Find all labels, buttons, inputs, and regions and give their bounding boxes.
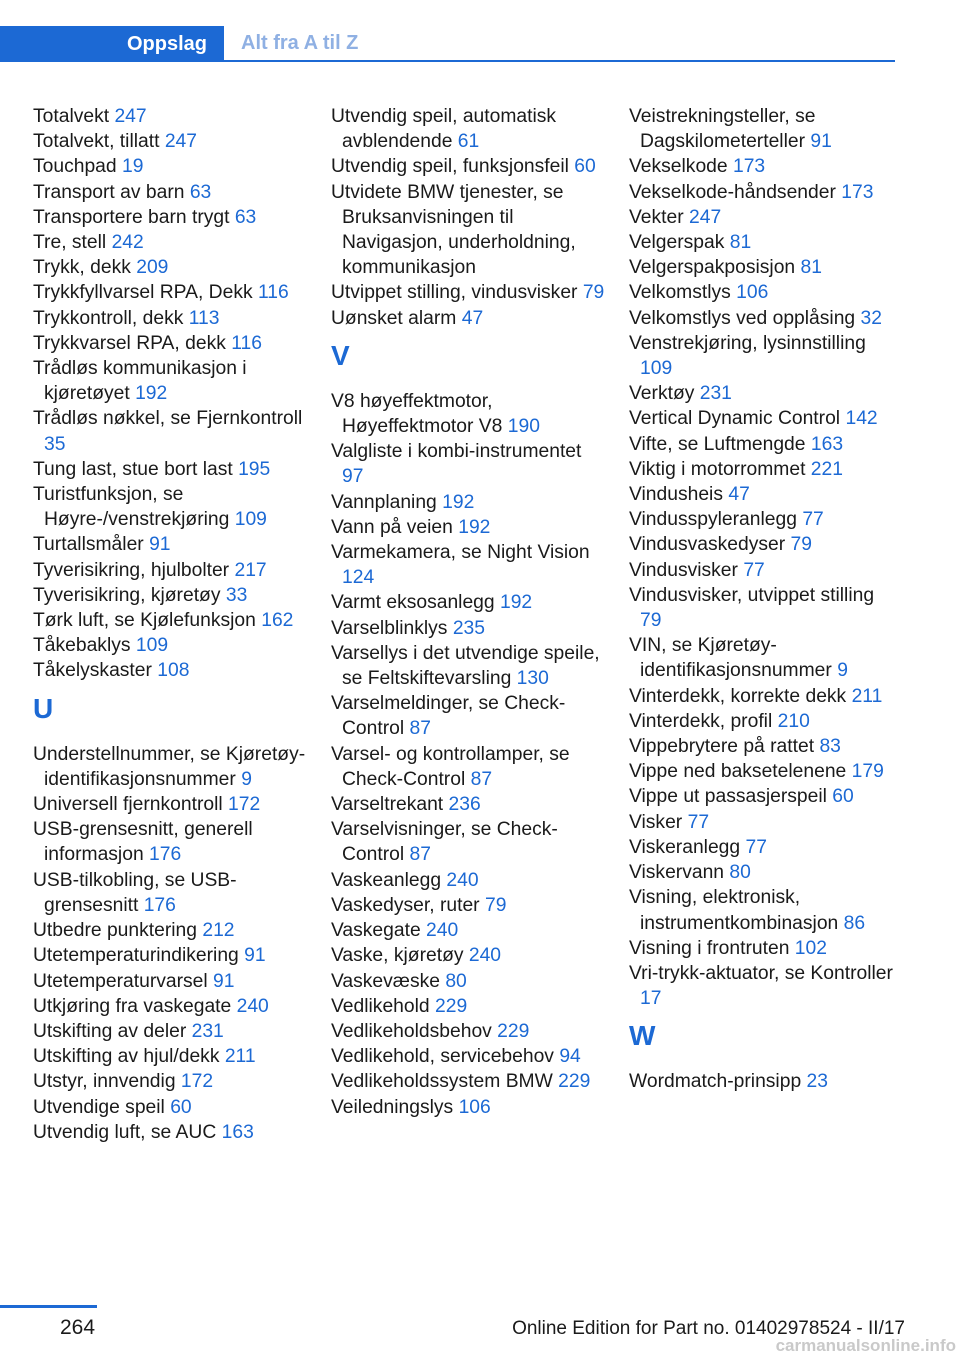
entry-term: Viskervann bbox=[629, 862, 725, 884]
entry-term: Utetemperaturindikering bbox=[33, 945, 239, 967]
page-link[interactable]: 221 bbox=[810, 458, 843, 480]
entry-term: Verktøy bbox=[629, 383, 695, 405]
index-entry bbox=[629, 532, 897, 557]
entry-term: Vedlikeholdssystem BMW bbox=[331, 1071, 553, 1093]
page-link[interactable]: 79 bbox=[484, 894, 507, 916]
index-entry bbox=[331, 943, 606, 968]
index-entry bbox=[629, 633, 897, 683]
page-link[interactable]: 247 bbox=[689, 206, 722, 228]
entry-term: USB-grensesnitt, generell informasjon bbox=[33, 819, 253, 866]
entry-term: Vedlikehold, servicebehov bbox=[331, 1046, 554, 1068]
page-link[interactable]: 47 bbox=[728, 484, 750, 506]
page-link[interactable]: 240 bbox=[426, 920, 459, 942]
index-entry bbox=[331, 490, 606, 515]
index-entry bbox=[33, 306, 308, 331]
page-link[interactable]: 87 bbox=[470, 768, 493, 790]
edition-note: Online Edition for Part no. 01402978524 - II/17 bbox=[512, 1318, 905, 1339]
page-link[interactable]: 162 bbox=[261, 610, 294, 632]
page-link[interactable]: 113 bbox=[188, 307, 220, 329]
watermark: carmanualsonline.info bbox=[775, 1336, 956, 1355]
entry-term: Viskeranlegg bbox=[629, 836, 741, 858]
entry-term: Varsel- og kontrollamper, se Check-Control bbox=[331, 743, 570, 790]
entry-term: Vindusvaskedyser bbox=[629, 534, 786, 556]
page-link[interactable]: 97 bbox=[342, 466, 364, 488]
index-entry bbox=[331, 1019, 606, 1044]
page-link[interactable]: 106 bbox=[458, 1096, 491, 1118]
tab-alt-fra-a-til-z[interactable]: Alt fra A til Z bbox=[241, 31, 359, 54]
index-entry bbox=[33, 868, 308, 918]
entry-term: V8 høyeffektmotor, Høyeffektmotor V8 bbox=[331, 390, 503, 438]
entry-term: Totalvekt bbox=[33, 106, 110, 127]
section-letter: W bbox=[629, 1020, 656, 1052]
page-link[interactable]: 77 bbox=[745, 836, 767, 858]
index-entry bbox=[629, 583, 897, 633]
page-link[interactable]: 211 bbox=[851, 685, 883, 707]
entry-term: Utvendig speil, automatisk avblendende bbox=[331, 106, 557, 153]
page-link[interactable]: 80 bbox=[729, 862, 751, 884]
index-entry bbox=[629, 709, 897, 734]
index-entry bbox=[33, 180, 308, 205]
entry-term: Varselvisninger, se Check-Control bbox=[331, 819, 558, 866]
index-entry bbox=[629, 255, 897, 280]
entry-term: Viktig i motorrommet bbox=[629, 458, 806, 480]
entry-term: Turistfunksjon, se Høyre-/venstrekjøring bbox=[33, 484, 230, 531]
index-column-2 bbox=[331, 104, 606, 1120]
index-column-3 bbox=[629, 104, 897, 1095]
page-link[interactable]: 240 bbox=[236, 995, 269, 1017]
page-link[interactable]: 229 bbox=[435, 995, 468, 1017]
page-link[interactable]: 87 bbox=[409, 718, 431, 740]
entry-term: Varsellys i det utvendige speile, se Feltskiftevarsling bbox=[331, 642, 600, 690]
index-entry bbox=[331, 1095, 606, 1120]
index-entry bbox=[331, 515, 606, 540]
page-link[interactable]: 79 bbox=[640, 610, 662, 632]
page-link[interactable]: 102 bbox=[794, 937, 827, 959]
index-entry bbox=[629, 810, 897, 835]
page-link[interactable]: 210 bbox=[777, 710, 810, 732]
entry-term: Vedlikeholdsbehov bbox=[331, 1020, 492, 1042]
page-link[interactable]: 9 bbox=[837, 660, 848, 682]
entry-term: Tung last, stue bort last bbox=[33, 458, 233, 480]
page-link[interactable]: 192 bbox=[499, 592, 533, 614]
index-entry bbox=[33, 532, 308, 557]
entry-term: Varseltrekant bbox=[331, 794, 444, 816]
page-link[interactable]: 63 bbox=[234, 206, 257, 228]
page-link[interactable]: 77 bbox=[743, 559, 765, 581]
entry-term: Visning i frontruten bbox=[629, 937, 790, 959]
index-entry bbox=[629, 684, 897, 709]
page-link[interactable]: 35 bbox=[44, 433, 66, 455]
index-entry bbox=[331, 994, 606, 1019]
header-rule bbox=[0, 60, 895, 62]
index-entry bbox=[331, 969, 606, 994]
entry-term: Tørk luft, se Kjølefunksjon bbox=[33, 610, 256, 632]
page-link[interactable]: 211 bbox=[224, 1046, 256, 1068]
entry-term: Vippe ut passasjerspeil bbox=[629, 786, 827, 808]
page-link[interactable]: 19 bbox=[121, 156, 144, 178]
entry-term: Varselmeldinger, se Check-Control bbox=[331, 693, 566, 740]
page-link[interactable]: 192 bbox=[135, 383, 168, 405]
entry-term: Velgerspak bbox=[629, 232, 725, 254]
entry-term: Vippebrytere på rattet bbox=[629, 736, 815, 758]
index-entry bbox=[629, 381, 897, 406]
index-entry bbox=[33, 943, 308, 968]
entry-term: VIN, se Kjøretøy-identifikasjonsnummer bbox=[629, 635, 832, 682]
entry-term: Trådløs nøkkel, se Fjernkontroll bbox=[33, 408, 303, 430]
index-entry bbox=[331, 104, 606, 154]
entry-term: Varmt eksosanlegg bbox=[331, 592, 495, 614]
entry-term: Vaskegate bbox=[331, 920, 421, 942]
index-entry bbox=[629, 154, 897, 179]
page-link[interactable]: 91 bbox=[810, 131, 832, 153]
page-link[interactable]: 106 bbox=[736, 282, 769, 304]
entry-term: Utvendig speil, funksjonsfeil bbox=[331, 156, 569, 178]
index-entry bbox=[33, 792, 308, 817]
page-link[interactable]: 17 bbox=[640, 988, 662, 1010]
page-link[interactable]: 240 bbox=[468, 945, 502, 967]
index-entry bbox=[331, 817, 606, 867]
index-entry bbox=[33, 356, 308, 406]
index-entry bbox=[629, 734, 897, 759]
page-link[interactable]: 91 bbox=[244, 945, 266, 967]
section-letter: U bbox=[33, 692, 54, 724]
index-entry bbox=[629, 759, 897, 784]
entry-term: Vindusvisker bbox=[629, 559, 738, 581]
index-entry bbox=[331, 1044, 606, 1069]
index-entry bbox=[33, 658, 308, 683]
index-entry bbox=[33, 1019, 308, 1044]
page-link[interactable]: 91 bbox=[213, 970, 235, 992]
entry-term: Vaske, kjøretøy bbox=[331, 945, 464, 967]
entry-term: Totalvekt, tillatt bbox=[33, 131, 160, 153]
entry-term: Turtallsmåler bbox=[33, 534, 144, 556]
index-entry bbox=[33, 205, 308, 230]
entry-term: Vann på veien bbox=[331, 516, 453, 538]
page-link[interactable]: 235 bbox=[452, 617, 485, 639]
entry-term: Utskifting av deler bbox=[33, 1020, 187, 1042]
index-entry bbox=[33, 255, 308, 280]
page-link[interactable]: 163 bbox=[810, 433, 844, 455]
entry-term: Tåkelyskaster bbox=[33, 660, 152, 682]
entry-term: Tyverisikring, kjøretøy bbox=[33, 584, 221, 606]
entry-term: Utvippet stilling, vindusvisker bbox=[331, 282, 578, 304]
entry-term: Transport av barn bbox=[33, 181, 185, 203]
index-entry bbox=[629, 306, 897, 331]
index-entry bbox=[331, 540, 606, 590]
page-link[interactable]: 163 bbox=[221, 1121, 254, 1143]
entry-term: Veistrekningsteller, se Dagskilometerteller bbox=[629, 106, 816, 153]
page-link[interactable]: 81 bbox=[729, 232, 752, 254]
page-link[interactable]: 63 bbox=[189, 181, 212, 203]
page-link[interactable]: 60 bbox=[170, 1096, 192, 1118]
index-entry bbox=[33, 969, 308, 994]
page-link[interactable]: 79 bbox=[790, 534, 812, 556]
entry-term: Vri-trykk-aktuator, se Kontroller bbox=[629, 962, 893, 984]
entry-term: Utetemperaturvarsel bbox=[33, 970, 208, 992]
index-entry bbox=[629, 230, 897, 255]
page-link[interactable]: 217 bbox=[234, 559, 267, 581]
index-entry bbox=[33, 104, 308, 129]
entry-term: Trykkontroll, dekk bbox=[33, 307, 184, 329]
entry-term: Velkomstlys ved opplåsing bbox=[629, 307, 856, 329]
index-entry bbox=[33, 1044, 308, 1069]
page-link[interactable]: 242 bbox=[111, 232, 144, 254]
page-link[interactable]: 77 bbox=[687, 811, 710, 833]
entry-term: Vannplaning bbox=[331, 491, 437, 513]
index-entry bbox=[331, 154, 606, 179]
entry-term: Visker bbox=[629, 811, 683, 833]
page-link[interactable]: 179 bbox=[851, 761, 884, 783]
index-entry bbox=[331, 868, 606, 893]
index-entry bbox=[331, 1069, 606, 1094]
page-link[interactable]: 86 bbox=[843, 912, 866, 934]
index-entry bbox=[33, 129, 308, 154]
index-entry bbox=[331, 590, 606, 615]
entry-term: Vedlikehold bbox=[331, 995, 430, 1017]
page-link[interactable]: 116 bbox=[231, 332, 262, 354]
index-entry bbox=[33, 154, 308, 179]
entry-term: Utbedre punktering bbox=[33, 920, 197, 942]
entry-term: Vinterdekk, profil bbox=[629, 710, 773, 732]
index-entry bbox=[629, 961, 897, 1011]
index-entry bbox=[629, 784, 897, 809]
page-link[interactable]: 247 bbox=[164, 131, 197, 153]
index-entry bbox=[33, 230, 308, 255]
index-entry bbox=[33, 633, 308, 658]
page-link[interactable]: 94 bbox=[559, 1046, 581, 1068]
page-link[interactable]: 33 bbox=[225, 584, 248, 606]
tab-oppslag[interactable]: Oppslag bbox=[0, 26, 224, 62]
index-entry bbox=[629, 558, 897, 583]
page-link[interactable]: 247 bbox=[114, 106, 147, 127]
entry-term: Utvendig luft, se AUC bbox=[33, 1121, 217, 1143]
entry-term: Valgliste i kombi-instrumentet bbox=[331, 441, 582, 463]
index-entry bbox=[629, 860, 897, 885]
page-link[interactable]: 83 bbox=[819, 736, 841, 758]
index-entry bbox=[33, 558, 308, 583]
entry-term: Visning, elektronisk, instrumentkombinasjon bbox=[629, 887, 839, 934]
page-link[interactable]: 109 bbox=[135, 635, 169, 657]
index-entry bbox=[331, 691, 606, 741]
index-entry bbox=[629, 280, 897, 305]
entry-term: Vindusheis bbox=[629, 484, 723, 506]
entry-term: Varselblinklys bbox=[331, 617, 448, 639]
entry-term: Vekter bbox=[629, 206, 684, 228]
entry-term: Veiledningslys bbox=[331, 1096, 454, 1118]
page-number: 264 bbox=[60, 1316, 96, 1339]
page-link[interactable]: 195 bbox=[238, 458, 271, 480]
entry-term: Velgerspakposisjon bbox=[629, 257, 796, 279]
page-link[interactable]: 108 bbox=[157, 660, 190, 682]
page-link[interactable]: 87 bbox=[409, 844, 431, 866]
entry-term: Trykkvarsel RPA, dekk bbox=[33, 332, 226, 354]
entry-term: Utvendige speil bbox=[33, 1096, 165, 1118]
entry-term: Varmekamera, se Night Vision bbox=[331, 542, 590, 564]
page-link[interactable]: 231 bbox=[191, 1020, 224, 1042]
index-entry bbox=[629, 406, 897, 431]
page-link[interactable]: 9 bbox=[241, 768, 252, 790]
index-entry bbox=[331, 439, 606, 489]
entry-term: USB-tilkobling, se USB-grensesnitt bbox=[33, 869, 237, 916]
index-entry bbox=[629, 885, 897, 935]
page-link[interactable]: 130 bbox=[516, 668, 549, 690]
index-entry bbox=[629, 457, 897, 482]
index-entry bbox=[331, 389, 606, 439]
page-link[interactable]: 172 bbox=[180, 1071, 214, 1093]
entry-term: Utvidete BMW tjenester, se Bruksanvisningen til Navigasjon, underholdning, kommunikasjon bbox=[331, 181, 576, 279]
index-entry bbox=[33, 1120, 308, 1145]
page-link[interactable]: 91 bbox=[149, 534, 171, 556]
entry-term: Transportere barn trygt bbox=[33, 206, 230, 228]
index-entry bbox=[629, 104, 897, 154]
entry-term: Utskifting av hjul/dekk bbox=[33, 1046, 220, 1068]
page-link[interactable]: 236 bbox=[448, 794, 481, 816]
index-column-1 bbox=[33, 104, 308, 1145]
entry-term: Tyverisikring, hjulbolter bbox=[33, 559, 230, 581]
page-link[interactable]: 142 bbox=[845, 408, 878, 430]
index-entry bbox=[629, 180, 897, 205]
page-link[interactable]: 124 bbox=[342, 567, 375, 589]
entry-term: Tåkebaklys bbox=[33, 635, 131, 657]
entry-term: Wordmatch-prinsipp bbox=[629, 1071, 802, 1093]
page-link[interactable]: 229 bbox=[497, 1020, 530, 1042]
index-entry bbox=[629, 205, 897, 230]
page-link[interactable]: 192 bbox=[458, 516, 491, 538]
index-entry bbox=[629, 482, 897, 507]
page-link[interactable]: 109 bbox=[234, 509, 267, 531]
page-link[interactable]: 209 bbox=[136, 257, 169, 279]
page-link[interactable]: 231 bbox=[699, 383, 732, 405]
page-link[interactable]: 81 bbox=[800, 257, 822, 279]
index-entry bbox=[331, 616, 606, 641]
index-entry bbox=[33, 608, 308, 633]
index-entry bbox=[33, 457, 308, 482]
index-entry bbox=[331, 918, 606, 943]
index-entry bbox=[331, 280, 606, 305]
page-link[interactable]: 61 bbox=[457, 131, 480, 153]
entry-term: Universell fjernkontroll bbox=[33, 794, 223, 816]
index-entry bbox=[33, 1069, 308, 1094]
entry-term: Trykkfyllvarsel RPA, Dekk bbox=[33, 282, 253, 304]
index-entry bbox=[331, 641, 606, 691]
index-entry bbox=[33, 918, 308, 943]
page-link[interactable]: 192 bbox=[442, 491, 475, 513]
index-entry bbox=[33, 817, 308, 867]
page-link[interactable]: 77 bbox=[802, 509, 824, 531]
index-entry bbox=[33, 280, 308, 305]
index-entry bbox=[33, 482, 308, 532]
entry-term: Venstrekjøring, lysinnstilling bbox=[629, 332, 866, 354]
entry-term: Vekselkode-håndsender bbox=[629, 181, 836, 203]
page-link[interactable]: 212 bbox=[202, 920, 235, 942]
entry-term: Vifte, se Luftmengde bbox=[629, 433, 806, 455]
entry-term: Vinterdekk, korrekte dekk bbox=[629, 685, 847, 707]
index-entry bbox=[33, 1095, 308, 1120]
page-link[interactable]: 80 bbox=[445, 970, 467, 992]
entry-term: Velkomstlys bbox=[629, 282, 731, 304]
entry-term: Vaskeanlegg bbox=[331, 869, 442, 891]
page-link[interactable]: 60 bbox=[574, 156, 596, 178]
page-link[interactable]: 240 bbox=[446, 869, 479, 891]
entry-term: Vertical Dynamic Control bbox=[629, 408, 841, 430]
footer-rule bbox=[0, 1305, 97, 1308]
entry-term: Vindusvisker, utvippet stilling bbox=[629, 584, 875, 606]
index-entry bbox=[33, 742, 308, 792]
page-link[interactable]: 109 bbox=[640, 358, 673, 380]
section-letter: V bbox=[331, 339, 350, 371]
page-link[interactable]: 116 bbox=[257, 282, 289, 304]
page-link[interactable]: 173 bbox=[841, 181, 874, 203]
index-entry bbox=[33, 994, 308, 1019]
entry-term: Understellnummer, se Kjøretøy-identifikasjonsnummer bbox=[33, 743, 306, 790]
index-entry bbox=[331, 792, 606, 817]
index-entry bbox=[331, 180, 606, 281]
page-link[interactable]: 32 bbox=[860, 307, 882, 329]
index-entry bbox=[629, 507, 897, 532]
index-entry bbox=[33, 583, 308, 608]
entry-term: Vippe ned baksetelenene bbox=[629, 761, 847, 783]
entry-term: Utkjøring fra vaskegate bbox=[33, 995, 232, 1017]
page-link[interactable]: 23 bbox=[806, 1071, 828, 1093]
page-link[interactable]: 47 bbox=[461, 307, 484, 329]
index-entry bbox=[33, 406, 308, 456]
index-entry bbox=[629, 331, 897, 381]
page-link[interactable]: 176 bbox=[143, 894, 176, 916]
page-link[interactable]: 229 bbox=[558, 1071, 591, 1093]
entry-term: Uønsket alarm bbox=[331, 307, 457, 329]
entry-term: Vaskedyser, ruter bbox=[331, 894, 480, 916]
index-entry bbox=[629, 835, 897, 860]
index-entry bbox=[331, 306, 606, 331]
index-entry bbox=[331, 893, 606, 918]
page-link[interactable]: 176 bbox=[149, 844, 182, 866]
page-link[interactable]: 60 bbox=[832, 786, 854, 808]
index-entry bbox=[629, 936, 897, 961]
page-link[interactable]: 172 bbox=[228, 794, 261, 816]
entry-term: Vaskevæske bbox=[331, 970, 440, 992]
page-link[interactable]: 190 bbox=[507, 416, 540, 438]
index-entry bbox=[629, 432, 897, 457]
entry-term: Utstyr, innvendig bbox=[33, 1071, 176, 1093]
entry-term: Tre, stell bbox=[33, 232, 107, 254]
entry-term: Trådløs kommunikasjon i kjøretøyet bbox=[33, 358, 247, 405]
entry-term: Vindusspyleranlegg bbox=[629, 509, 797, 531]
entry-term: Trykk, dekk bbox=[33, 257, 131, 279]
entry-term: Vekselkode bbox=[629, 156, 728, 178]
header-bar bbox=[0, 26, 895, 62]
index-entry bbox=[331, 742, 606, 792]
index-entry bbox=[33, 331, 308, 356]
page-link[interactable]: 79 bbox=[582, 282, 605, 304]
index-entry bbox=[629, 1069, 897, 1094]
entry-term: Touchpad bbox=[33, 156, 117, 178]
page-link[interactable]: 173 bbox=[732, 156, 766, 178]
